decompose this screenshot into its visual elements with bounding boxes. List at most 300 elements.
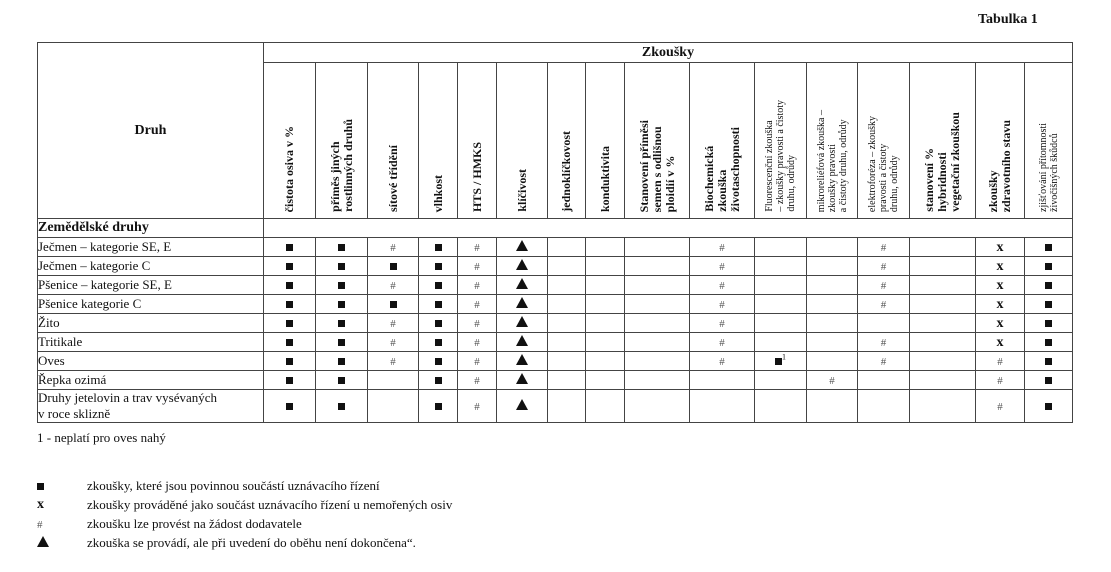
mandatory-square-icon <box>37 483 44 490</box>
mandatory-square-icon <box>435 339 442 346</box>
table-cell <box>807 314 858 333</box>
table-row <box>38 371 1073 390</box>
table-cell <box>458 390 497 423</box>
column-header-label: klíčivost <box>514 169 529 212</box>
table-cell <box>976 333 1025 352</box>
table-cell <box>690 238 755 257</box>
table-cell <box>586 257 625 276</box>
mandatory-square-icon <box>1045 244 1052 251</box>
table-cell <box>264 238 316 257</box>
table-cell <box>264 314 316 333</box>
mandatory-square-icon <box>1045 282 1052 289</box>
table-cell <box>586 371 625 390</box>
hash-mark-icon: # <box>829 375 835 387</box>
table-cell <box>755 390 807 423</box>
mandatory-square-icon <box>286 320 293 327</box>
table-cell <box>807 333 858 352</box>
table-cell <box>316 257 368 276</box>
mandatory-square-icon <box>286 358 293 365</box>
table-cell <box>264 295 316 314</box>
legend <box>37 476 452 552</box>
column-header <box>625 63 690 219</box>
mandatory-square-icon <box>338 244 345 251</box>
column-header-label: konduktivita <box>597 145 612 212</box>
hash-mark-icon: # <box>880 356 887 368</box>
table-cell <box>858 352 910 371</box>
table-cell <box>548 352 586 371</box>
mandatory-square-icon <box>286 339 293 346</box>
table-cell <box>976 352 1025 371</box>
hash-mark-icon: # <box>474 401 480 413</box>
table-cell <box>1025 295 1073 314</box>
table-cell <box>497 314 548 333</box>
tests-table <box>37 42 1073 423</box>
table-cell <box>910 257 976 276</box>
mandatory-square-icon <box>435 282 442 289</box>
mandatory-square-icon <box>435 263 442 270</box>
column-header <box>548 63 586 219</box>
row-label: Oves <box>38 352 264 371</box>
table-cell <box>1025 276 1073 295</box>
table-cell <box>976 371 1025 390</box>
triangle-icon <box>516 259 528 270</box>
triangle-icon <box>516 354 528 365</box>
table-cell <box>458 371 497 390</box>
mandatory-square-icon <box>435 377 442 384</box>
table-cell <box>807 238 858 257</box>
hash-mark-icon: # <box>474 375 480 387</box>
hash-mark-icon: # <box>474 299 480 311</box>
table-cell <box>419 352 458 371</box>
table-cell <box>625 238 690 257</box>
footnote: 1 - neplatí pro oves nahý <box>37 430 166 445</box>
table-cell <box>316 314 368 333</box>
hash-mark-icon: # <box>474 318 480 330</box>
table-cell <box>497 390 548 423</box>
table-cell <box>316 333 368 352</box>
hash-mark-icon: # <box>390 318 396 330</box>
table-cell <box>548 295 586 314</box>
hash-mark-icon: # <box>719 280 725 292</box>
mandatory-square-icon <box>338 377 345 384</box>
table-cell <box>910 390 976 423</box>
table-cell <box>910 314 976 333</box>
hash-mark-icon: # <box>719 242 725 254</box>
table-cell <box>419 238 458 257</box>
mandatory-square-icon <box>435 358 442 365</box>
hash-mark-icon: # <box>880 261 887 273</box>
table-cell <box>316 371 368 390</box>
triangle-icon <box>516 297 528 308</box>
column-header-label: HTS / HMKS <box>469 141 484 212</box>
table-cell <box>368 257 419 276</box>
table-cell <box>586 295 625 314</box>
table-cell <box>1025 314 1073 333</box>
table-cell <box>497 295 548 314</box>
x-mark-icon: x <box>37 497 44 512</box>
hash-mark-icon: # <box>719 261 725 273</box>
table-cell <box>976 238 1025 257</box>
hash-mark-icon: # <box>880 280 887 292</box>
table-row <box>38 257 1073 276</box>
table-cell <box>625 295 690 314</box>
table-cell <box>690 314 755 333</box>
mandatory-square-icon <box>338 301 345 308</box>
table-cell <box>368 390 419 423</box>
hash-mark-icon: # <box>880 242 887 254</box>
mandatory-square-icon <box>435 301 442 308</box>
table-cell <box>458 238 497 257</box>
table-cell <box>316 295 368 314</box>
column-header <box>858 63 910 219</box>
hash-mark-icon: # <box>719 318 725 330</box>
row-label: Druhy jetelovin a trav vysévaných v roce sklizně <box>38 390 264 423</box>
hash-mark-icon: # <box>719 299 725 311</box>
hash-mark-icon: # <box>880 299 887 311</box>
section-label: Zemědělské druhy <box>38 219 264 238</box>
table-cell <box>858 238 910 257</box>
table-cell <box>419 333 458 352</box>
mandatory-square-icon <box>286 263 293 270</box>
table-cell <box>910 333 976 352</box>
mandatory-square-icon <box>286 377 293 384</box>
hash-mark-icon: # <box>719 356 725 368</box>
mandatory-square-icon <box>435 320 442 327</box>
table-cell <box>910 371 976 390</box>
hash-mark-icon: # <box>390 337 396 349</box>
table-cell <box>264 371 316 390</box>
column-header-label: elektroforéza – zkoušky pravosti a čistoty druhu, odrůdy <box>867 115 900 212</box>
column-header-label: Fluorescenční zkouška – zkoušky pravosti a čistoty druhu, odrůdy <box>764 100 797 212</box>
mandatory-square-icon <box>1045 263 1052 270</box>
table-row <box>38 295 1073 314</box>
mandatory-square-icon <box>338 358 345 365</box>
table-cell <box>419 371 458 390</box>
table-cell <box>316 352 368 371</box>
table-cell <box>976 257 1025 276</box>
table-cell <box>548 333 586 352</box>
column-header <box>755 63 807 219</box>
table-cell <box>755 295 807 314</box>
column-header <box>586 63 625 219</box>
table-cell <box>625 390 690 423</box>
row-label: Ječmen – kategorie SE, E <box>38 238 264 257</box>
row-label: Pšenice – kategorie SE, E <box>38 276 264 295</box>
table-cell <box>858 295 910 314</box>
table-cell <box>690 352 755 371</box>
row-label: Žito <box>38 314 264 333</box>
table-cell <box>625 371 690 390</box>
hash-mark-icon: # <box>390 280 396 292</box>
table-cell <box>497 257 548 276</box>
table-cell <box>548 390 586 423</box>
column-header-druh: Druh <box>38 43 264 219</box>
table-row <box>38 276 1073 295</box>
table-cell <box>497 238 548 257</box>
table-cell <box>690 276 755 295</box>
mandatory-square-icon <box>286 282 293 289</box>
table-cell <box>755 238 807 257</box>
hash-mark-icon: # <box>997 401 1003 413</box>
table-cell <box>368 371 419 390</box>
table-cell <box>858 257 910 276</box>
table-cell <box>976 390 1025 423</box>
mandatory-square-icon <box>338 320 345 327</box>
column-header-label: zkoušky zdravotního stavu <box>986 119 1013 212</box>
mandatory-square-icon <box>1045 403 1052 410</box>
table-cell <box>497 333 548 352</box>
legend-text: zkouška se provádí, ale při uvedení do oběhu není dokončena“. <box>87 534 416 550</box>
table-cell <box>625 333 690 352</box>
table-cell <box>264 390 316 423</box>
column-header <box>976 63 1025 219</box>
table-cell <box>690 295 755 314</box>
footnote-ref: 1 <box>782 352 786 362</box>
triangle-icon <box>516 399 528 410</box>
table-cell <box>458 276 497 295</box>
column-header <box>497 63 548 219</box>
mandatory-square-icon <box>338 339 345 346</box>
triangle-icon <box>516 316 528 327</box>
table-cell <box>807 257 858 276</box>
column-header <box>910 63 976 219</box>
mandatory-square-icon <box>286 244 293 251</box>
column-group-zkousky: Zkoušky <box>264 43 1073 63</box>
legend-symbol <box>37 535 87 551</box>
table-cell <box>368 352 419 371</box>
column-header-label: čistota osiva v % <box>282 125 296 212</box>
legend-item <box>37 476 452 495</box>
mandatory-square-icon <box>338 403 345 410</box>
table-cell <box>1025 371 1073 390</box>
legend-symbol <box>37 516 87 532</box>
table-cell <box>625 276 690 295</box>
column-header <box>368 63 419 219</box>
x-mark-icon: x <box>996 315 1004 331</box>
table-cell <box>910 276 976 295</box>
mandatory-square-icon <box>1045 301 1052 308</box>
table-cell <box>458 295 497 314</box>
table-cell <box>910 352 976 371</box>
hash-mark-icon: # <box>997 356 1003 368</box>
mandatory-square-icon <box>775 358 782 365</box>
table-cell <box>586 238 625 257</box>
table-cell <box>548 314 586 333</box>
column-header <box>264 63 316 219</box>
table-cell <box>368 314 419 333</box>
table-cell <box>497 352 548 371</box>
mandatory-square-icon <box>390 263 397 270</box>
table-cell <box>458 333 497 352</box>
mandatory-square-icon <box>1045 320 1052 327</box>
hash-mark-icon: # <box>719 337 725 349</box>
table-number: Tabulka 1 <box>978 12 1038 27</box>
table-cell <box>858 314 910 333</box>
table-cell <box>755 276 807 295</box>
hash-mark-icon: # <box>880 337 887 349</box>
legend-item <box>37 533 452 552</box>
table-cell <box>316 390 368 423</box>
column-header <box>458 63 497 219</box>
table-cell <box>755 257 807 276</box>
table-cell <box>586 314 625 333</box>
table-cell <box>316 276 368 295</box>
table-cell <box>976 314 1025 333</box>
row-label: Ječmen – kategorie C <box>38 257 264 276</box>
table-cell <box>264 352 316 371</box>
table-cell <box>368 295 419 314</box>
hash-mark-icon: # <box>997 375 1003 387</box>
table-cell <box>910 238 976 257</box>
table-cell <box>419 390 458 423</box>
table-cell <box>690 257 755 276</box>
table-cell <box>690 371 755 390</box>
table-cell <box>264 276 316 295</box>
column-header <box>690 63 755 219</box>
table-cell <box>368 333 419 352</box>
table-cell <box>1025 257 1073 276</box>
column-header-label: stanovení % hybridnosti vegetační zkouškou <box>922 112 962 212</box>
table-cell <box>548 238 586 257</box>
table-cell <box>858 390 910 423</box>
mandatory-square-icon <box>435 403 442 410</box>
legend-symbol <box>37 496 87 513</box>
table-cell <box>1025 238 1073 257</box>
table-cell <box>586 352 625 371</box>
column-header-label: sítové třídění <box>385 145 400 212</box>
table-row <box>38 352 1073 371</box>
column-header-label: jednoklíčkovost <box>559 131 573 212</box>
column-header-label: Stanovení příměsi semen s odlišnou ploidií v % <box>636 119 677 212</box>
table-cell <box>368 276 419 295</box>
table-cell <box>858 333 910 352</box>
table-cell <box>807 352 858 371</box>
table-cell <box>807 390 858 423</box>
table-cell <box>690 333 755 352</box>
mandatory-square-icon <box>1045 377 1052 384</box>
hash-mark-icon: # <box>390 242 396 254</box>
legend-item <box>37 495 452 514</box>
row-label: Řepka ozimá <box>38 371 264 390</box>
table-cell <box>858 276 910 295</box>
column-header-label: zjišťování přítomnosti živočišných škůdců <box>1037 123 1060 212</box>
hash-mark-icon: # <box>474 280 480 292</box>
column-header-label: příměs jiných rostlinných druhů <box>327 119 355 212</box>
x-mark-icon: x <box>996 258 1004 274</box>
x-mark-icon: x <box>996 296 1004 312</box>
column-header-label: Biochemická zkouška životaschopnosti <box>701 127 742 212</box>
legend-symbol <box>37 478 87 494</box>
table-cell <box>419 257 458 276</box>
table-cell <box>755 371 807 390</box>
table-row <box>38 333 1073 352</box>
table-cell <box>419 276 458 295</box>
table-cell <box>264 333 316 352</box>
x-mark-icon: x <box>996 277 1004 293</box>
x-mark-icon: x <box>996 334 1004 350</box>
table-cell <box>497 371 548 390</box>
hash-mark-icon: # <box>474 356 480 368</box>
table-cell <box>858 371 910 390</box>
table-cell <box>807 295 858 314</box>
mandatory-square-icon <box>286 403 293 410</box>
column-header-label: vlhkost <box>430 174 445 212</box>
table-cell <box>1025 390 1073 423</box>
table-row <box>38 238 1073 257</box>
section-empty <box>264 219 1073 238</box>
mandatory-square-icon <box>390 301 397 308</box>
hash-mark-icon: # <box>474 242 480 254</box>
hash-mark-icon: # <box>474 337 480 349</box>
table-cell <box>1025 352 1073 371</box>
table-cell <box>458 257 497 276</box>
table-row <box>38 314 1073 333</box>
table-cell <box>264 257 316 276</box>
mandatory-square-icon <box>338 263 345 270</box>
triangle-icon <box>516 240 528 251</box>
table-cell <box>586 390 625 423</box>
legend-text: zkoušku lze provést na žádost dodavatele <box>87 515 302 531</box>
table-cell <box>976 276 1025 295</box>
table-cell <box>548 276 586 295</box>
table-cell <box>548 371 586 390</box>
column-header <box>316 63 368 219</box>
table-cell <box>419 314 458 333</box>
mandatory-square-icon <box>1045 339 1052 346</box>
mandatory-square-icon <box>286 301 293 308</box>
triangle-icon <box>37 536 49 547</box>
table-cell <box>586 333 625 352</box>
table-cell <box>625 352 690 371</box>
triangle-icon <box>516 335 528 346</box>
hash-mark-icon: # <box>390 356 396 368</box>
x-mark-icon: x <box>996 239 1004 255</box>
table-cell <box>458 352 497 371</box>
row-label: Tritikale <box>38 333 264 352</box>
hash-mark-icon: # <box>474 261 480 273</box>
table-cell <box>755 333 807 352</box>
table-cell <box>976 295 1025 314</box>
table-cell <box>755 352 807 371</box>
table-cell <box>755 314 807 333</box>
table-cell <box>316 238 368 257</box>
column-header <box>807 63 858 219</box>
table-cell <box>910 295 976 314</box>
column-header <box>1025 63 1073 219</box>
table-cell <box>497 276 548 295</box>
hash-mark-icon: # <box>37 518 43 531</box>
column-header <box>419 63 458 219</box>
table-cell <box>586 276 625 295</box>
legend-text: zkoušky prováděné jako součást uznávacího řízení u nemořených osiv <box>87 496 453 512</box>
table-cell <box>419 295 458 314</box>
row-label: Pšenice kategorie C <box>38 295 264 314</box>
legend-item <box>37 514 452 533</box>
table-cell <box>458 314 497 333</box>
mandatory-square-icon <box>435 244 442 251</box>
triangle-icon <box>516 373 528 384</box>
table-cell <box>807 276 858 295</box>
table-cell <box>368 238 419 257</box>
mandatory-square-icon <box>1045 358 1052 365</box>
table-cell <box>690 390 755 423</box>
table-cell <box>625 257 690 276</box>
table-row <box>38 390 1073 423</box>
triangle-icon <box>516 278 528 289</box>
table-cell <box>807 371 858 390</box>
table-cell <box>1025 333 1073 352</box>
table-cell <box>625 314 690 333</box>
